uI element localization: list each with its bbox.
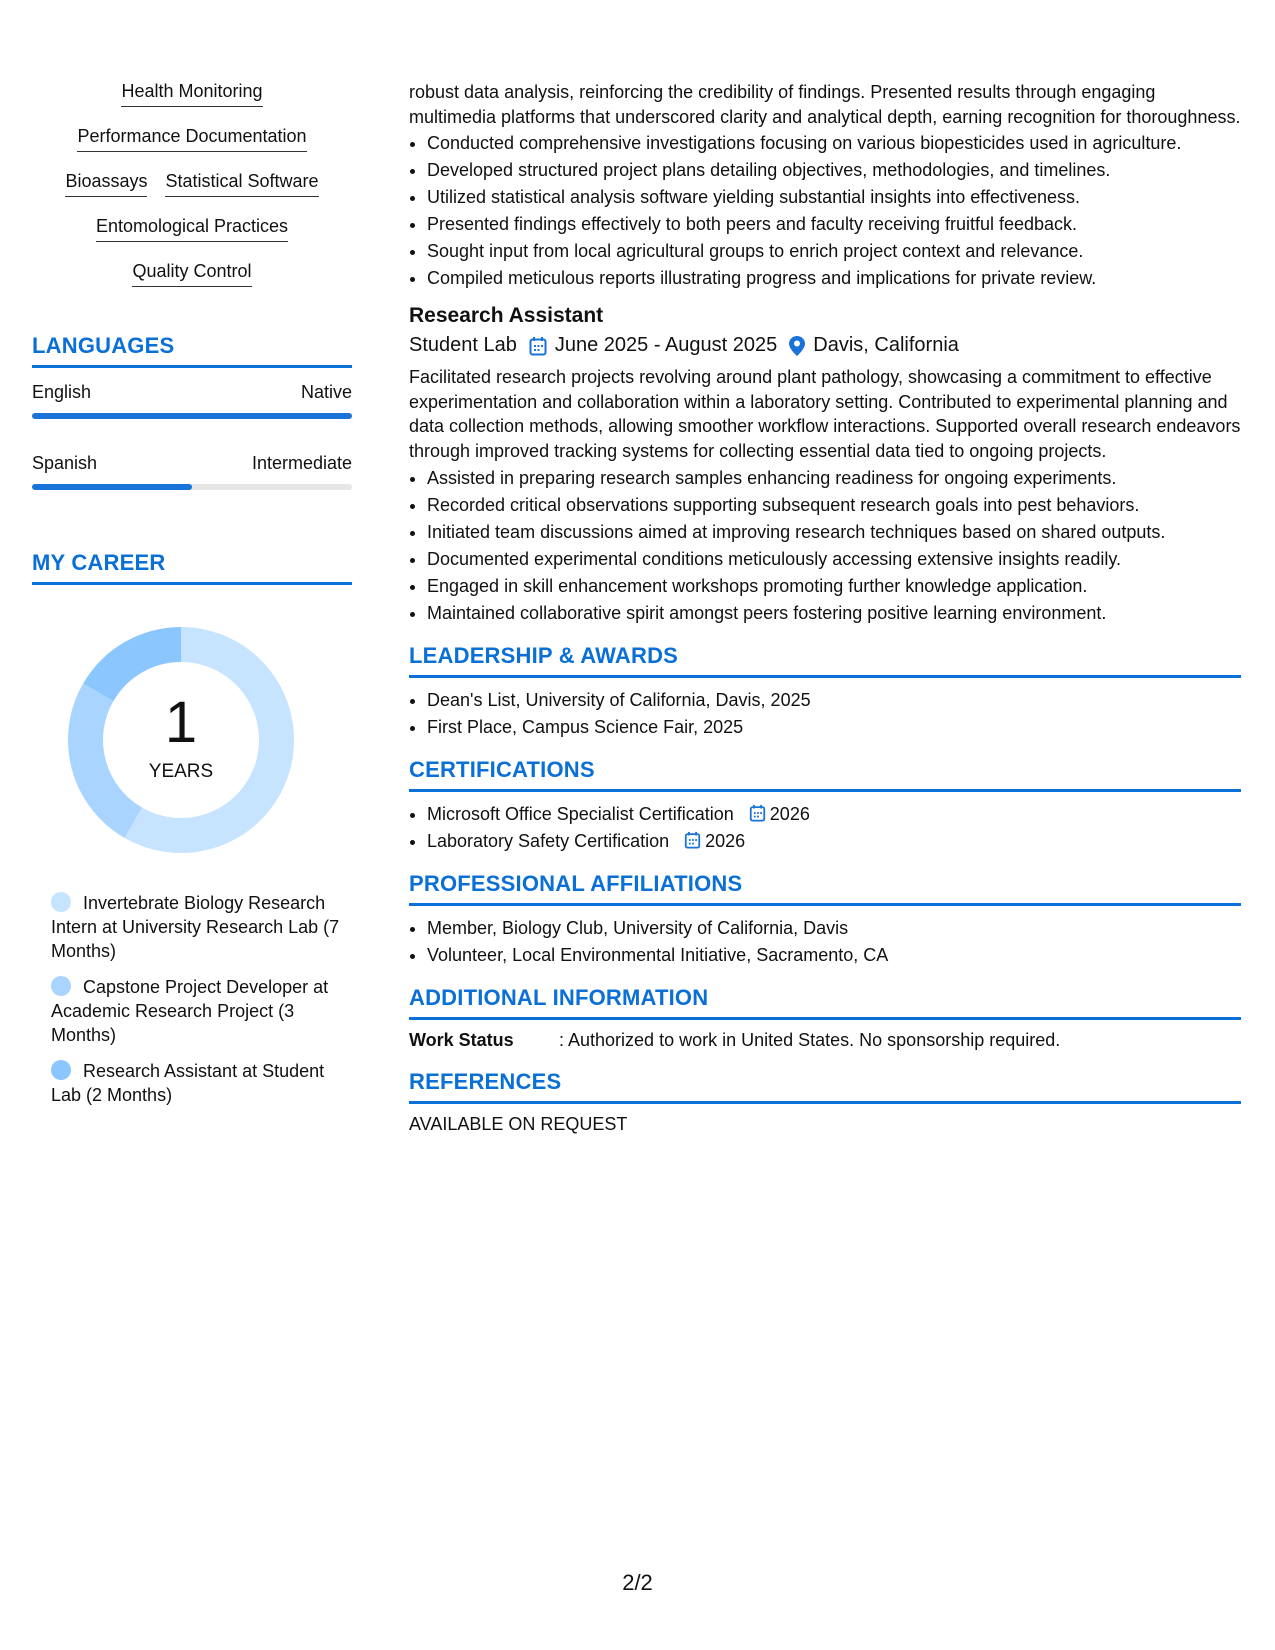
experience-continued-bullets <box>409 131 1241 290</box>
references-heading: REFERENCES <box>409 1069 1241 1104</box>
bullet-item: • Developed structured project plans detailing objectives, methodologies, and timelines. <box>427 158 1241 182</box>
left-column <box>32 80 352 1119</box>
language-bar <box>32 413 352 419</box>
skills-list <box>32 80 352 305</box>
career-legend-text: Invertebrate Biology Research Intern at University Research Lab (7 Months) <box>51 893 340 961</box>
skill-tag: Bioassays <box>65 170 147 197</box>
job-location: Davis, California <box>813 334 959 357</box>
certification-name: Laboratory Safety Certification <box>427 830 670 851</box>
certification-name: Microsoft Office Specialist Certification <box>427 803 734 824</box>
language-english <box>32 382 352 419</box>
bullet-item: • Utilized statistical analysis software yielding substantial insights into effectiveness. <box>427 185 1241 209</box>
affiliation-item: • Volunteer, Local Environmental Initiative, Sacramento, CA <box>427 943 1241 967</box>
language-bar-fill <box>32 484 192 490</box>
bullet-item: • Documented experimental conditions meticulously accessing extensive insights readily. <box>427 547 1241 571</box>
skill-tag: Entomological Practices <box>96 215 288 242</box>
language-name: English <box>32 382 92 402</box>
language-level: Native <box>300 382 352 402</box>
language-level: Intermediate <box>251 453 352 473</box>
career-legend-item <box>51 891 341 963</box>
career-donut <box>66 625 296 855</box>
bullet-item: • Conducted comprehensive investigations focusing on various biopesticides used in agriculture. <box>427 131 1241 155</box>
career-total-unit: YEARS <box>148 761 214 782</box>
work-status-label: Work Status <box>409 1029 514 1050</box>
career-legend-text: Research Assistant at Student Lab (2 Months) <box>51 1061 325 1105</box>
affiliations-list <box>409 916 1241 967</box>
certification-item <box>427 802 1241 826</box>
affiliation-item: • Member, Biology Club, University of California, Davis <box>427 916 1241 940</box>
language-name: Spanish <box>32 453 98 473</box>
job-bullets <box>409 466 1241 625</box>
job-company: Student Lab <box>409 334 517 357</box>
languages-heading: LANGUAGES <box>32 333 352 368</box>
legend-dot <box>51 1060 71 1080</box>
language-bar-fill <box>32 413 352 419</box>
leadership-heading: LEADERSHIP & AWARDS <box>409 643 1241 678</box>
additional-info-heading: ADDITIONAL INFORMATION <box>409 985 1241 1020</box>
right-column <box>409 80 1241 1135</box>
certification-item <box>427 829 1241 853</box>
career-legend-item <box>51 975 341 1047</box>
skill-tag: Quality Control <box>132 260 251 287</box>
certifications-list <box>409 802 1241 853</box>
skill-tag: Statistical Software <box>165 170 318 197</box>
leadership-list <box>409 688 1241 739</box>
legend-dot <box>51 976 71 996</box>
career-legend-text: Capstone Project Developer at Academic Research Project (3 Months) <box>51 977 329 1045</box>
skill-tag: Health Monitoring <box>121 80 262 107</box>
bullet-item: • Recorded critical observations supporting subsequent research goals into pest behaviors. <box>427 493 1241 517</box>
career-legend <box>51 891 341 1107</box>
location-pin-icon <box>789 336 805 356</box>
career-legend-item <box>51 1059 341 1107</box>
bullet-item: • Compiled meticulous reports illustrating progress and implications for private review. <box>427 266 1241 290</box>
award-item: • Dean's List, University of California, Davis, 2025 <box>427 688 1241 712</box>
bullet-item: • Presented findings effectively to both peers and faculty receiving fruitful feedback. <box>427 212 1241 236</box>
affiliations-heading: PROFESSIONAL AFFILIATIONS <box>409 871 1241 906</box>
bullet-item: • Initiated team discussions aimed at improving research techniques based on shared outputs. <box>427 520 1241 544</box>
bullet-item: • Maintained collaborative spirit amongst peers fostering positive learning environment. <box>427 601 1241 625</box>
award-item: • First Place, Campus Science Fair, 2025 <box>427 715 1241 739</box>
job-title: Research Assistant <box>409 304 604 328</box>
certification-year: 2026 <box>705 830 746 851</box>
legend-dot <box>51 892 71 912</box>
career-total-number: 1 <box>164 690 198 755</box>
job-summary: Facilitated research projects revolving around plant pathology, showcasing a commitment to effective experimentation and collaboration within a laboratory setting. Contributed to experimental planning and data collection methods, allowing smoother workflow interactions. Supported overall research endeavors through improved tracking systems for collecting essential data tied to ongoing projects. <box>409 367 1241 461</box>
skill-tag: Performance Documentation <box>77 125 306 152</box>
job-meta <box>409 334 1241 357</box>
references-text: AVAILABLE ON REQUEST <box>409 1113 628 1134</box>
calendar-icon <box>749 804 766 822</box>
work-status-value: : Authorized to work in United States. No sponsorship required. <box>559 1029 1061 1050</box>
career-heading: MY CAREER <box>32 550 352 585</box>
certifications-heading: CERTIFICATIONS <box>409 757 1241 792</box>
page-number: 2/2 <box>622 1570 653 1595</box>
language-spanish <box>32 453 352 490</box>
job-dates: June 2025 - August 2025 <box>554 334 778 357</box>
language-bar <box>32 484 352 490</box>
certification-year: 2026 <box>769 803 810 824</box>
work-status-row <box>409 1030 1241 1051</box>
calendar-icon <box>684 831 701 849</box>
experience-continued-summary: robust data analysis, reinforcing the credibility of findings. Presented results through engaging multimedia platforms that underscored clarity and analytical depth, earning recognition for thoroughness. <box>409 82 1241 127</box>
calendar-icon <box>529 336 547 356</box>
bullet-item: • Sought input from local agricultural groups to enrich project context and relevance. <box>427 239 1241 263</box>
bullet-item: • Assisted in preparing research samples enhancing readiness for ongoing experiments. <box>427 466 1241 490</box>
bullet-item: • Engaged in skill enhancement workshops promoting further knowledge application. <box>427 574 1241 598</box>
